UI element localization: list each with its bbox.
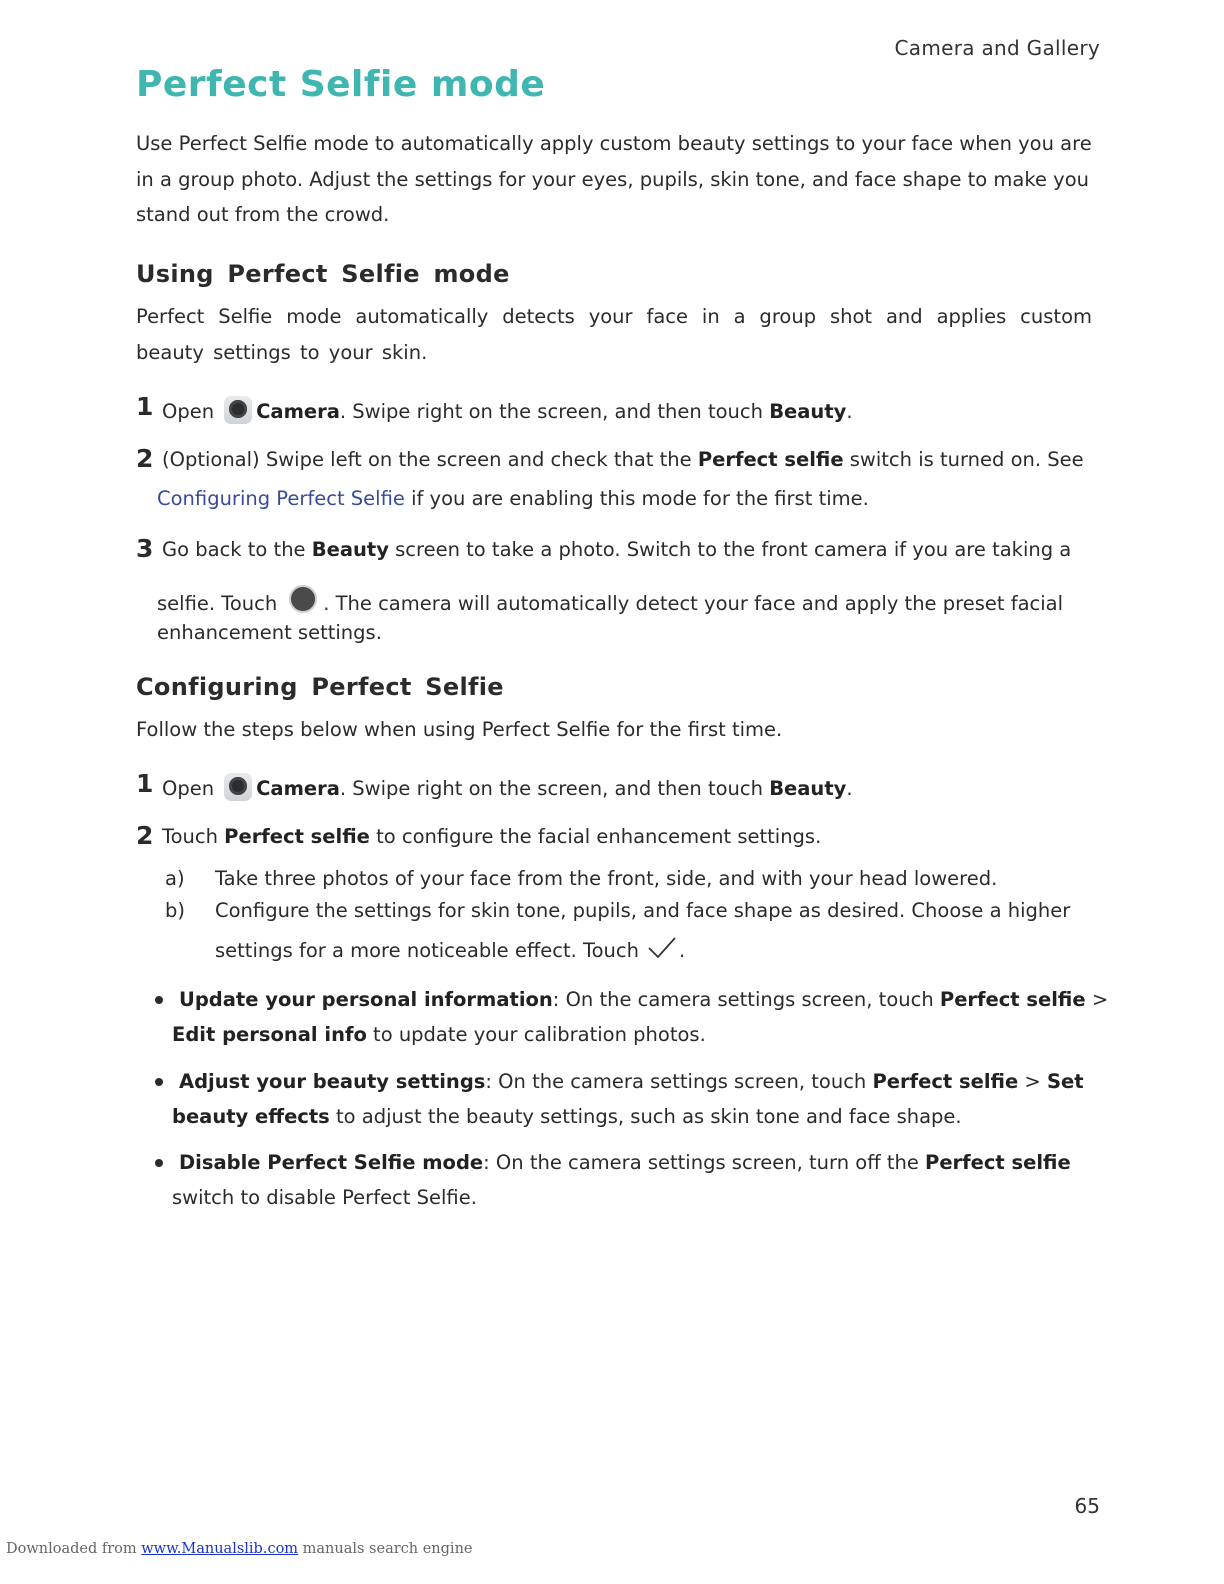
bullet-update-line-1 (179, 988, 1108, 1011)
configuring-perfect-selfie-link[interactable]: Configuring Perfect Selfie (157, 487, 405, 510)
bullet-disable-line-1 (179, 1151, 1071, 1174)
page-number: 65 (1074, 1494, 1100, 1518)
shutter-icon (289, 585, 317, 613)
bullet-title: Update your personal information (179, 988, 553, 1011)
step-number: 2 (136, 821, 154, 850)
step-number: 3 (136, 534, 154, 563)
perfect-selfie-label: Perfect selfie (925, 1151, 1071, 1174)
download-source (6, 1541, 473, 1557)
step-text-line-2 (157, 585, 1063, 615)
step-text-line-1 (162, 538, 1071, 561)
source-prefix: Downloaded from (6, 1541, 142, 1557)
camera-app-icon (224, 773, 252, 801)
bullet-dot (155, 1078, 163, 1086)
perfect-selfie-label: Perfect selfie (697, 448, 844, 471)
step-post-text: to configure the facial enhancement settings. (369, 825, 822, 848)
intro-paragraph: Use Perfect Selfie mode to automatically apply custom beauty settings to your face when you are in a group photo. Adjust the settings for your eyes, pupils, skin tone, and face shape to make you stand out from the crowd. (136, 132, 1092, 226)
check-icon (647, 935, 677, 961)
sub-item-touch-text: settings for a more noticeable effect. Touch (215, 939, 640, 962)
step-text-line-2 (157, 487, 869, 510)
set-label: Set (1046, 1070, 1084, 1093)
step-rest-text: . Swipe right on the screen, and then touch (339, 400, 770, 423)
step-pre-text: (Optional) Swipe left on the screen and check that the (162, 448, 698, 471)
step-pre-text: Touch (162, 825, 225, 848)
step-post-text: switch is turned on. See (843, 448, 1084, 471)
beauty-effects-label: beauty effects (172, 1105, 330, 1128)
camera-label: Camera (256, 400, 340, 423)
bullet-adjust-line-2 (172, 1105, 962, 1128)
perfect-selfie-label: Perfect selfie (939, 988, 1086, 1011)
camera-label: Camera (256, 777, 340, 800)
step-text-line-1 (162, 448, 1084, 471)
step-number: 1 (136, 769, 154, 798)
step-text (162, 825, 821, 848)
bullet-pre-text: : On the camera settings screen, turn off the (483, 1151, 926, 1174)
step-open-text: Open (162, 400, 215, 423)
bullet-dot (155, 996, 163, 1004)
step-number: 2 (136, 444, 154, 473)
step-end: . (846, 777, 853, 800)
bullet-title: Disable Perfect Selfie mode (179, 1151, 484, 1174)
source-suffix: manuals search engine (298, 1541, 473, 1557)
beauty-label: Beauty (311, 538, 389, 561)
step-post-text: screen to take a photo. Switch to the front camera if you are taking a (388, 538, 1072, 561)
bullet-update-line-2 (172, 1023, 706, 1046)
step-post-text-2: if you are enabling this mode for the first time. (404, 487, 869, 510)
camera-app-icon (224, 396, 252, 424)
step-text (162, 396, 853, 424)
sub-item-label-b: b) (165, 899, 185, 922)
sub-item-text-b: Configure the settings for skin tone, pupils, and face shape as desired. Choose a higher (215, 899, 1071, 922)
perfect-selfie-label: Perfect selfie (872, 1070, 1019, 1093)
bullet-disable-line-2: switch to disable Perfect Selfie. (172, 1186, 477, 1209)
bullet-pre-text: : On the camera settings screen, touch (485, 1070, 873, 1093)
breadcrumb-separator: > (1018, 1070, 1047, 1093)
section-heading-using: Using Perfect Selfie mode (136, 260, 510, 288)
beauty-label: Beauty (769, 400, 847, 423)
bullet-post-text: to update your calibration photos. (366, 1023, 706, 1046)
edit-personal-info-label: Edit personal info (172, 1023, 367, 1046)
step-text (162, 773, 853, 801)
step-number: 1 (136, 392, 154, 421)
beauty-label: Beauty (769, 777, 847, 800)
bullet-adjust-line-1 (179, 1070, 1084, 1093)
breadcrumb-separator: > (1085, 988, 1109, 1011)
bullet-post-text: to adjust the beauty settings, such as skin tone and face shape. (329, 1105, 962, 1128)
step-rest-text: . Swipe right on the screen, and then touch (339, 777, 770, 800)
bullet-title: Adjust your beauty settings (179, 1070, 486, 1093)
sub-item-label-a: a) (165, 867, 185, 890)
sub-item-end: . (679, 939, 686, 962)
using-description: Perfect Selfie mode automatically detects your face in a group shot and applies custom beauty settings to your skin. (136, 305, 1092, 364)
bullet-pre-text: : On the camera settings screen, touch (552, 988, 940, 1011)
page-title: Perfect Selfie mode (136, 64, 546, 105)
step-text-line-3: enhancement settings. (157, 621, 382, 644)
section-heading-configuring: Configuring Perfect Selfie (136, 673, 504, 701)
page-header: Camera and Gallery (894, 36, 1100, 60)
perfect-selfie-label: Perfect selfie (224, 825, 370, 848)
step-text-detect: . The camera will automatically detect your face and apply the preset facial (323, 592, 1064, 615)
step-text-selfie-touch: selfie. Touch (157, 592, 278, 615)
step-pre-text: Go back to the (162, 538, 312, 561)
manualslib-link[interactable]: www.Manualslib.com (141, 1541, 299, 1557)
bullet-dot (155, 1159, 163, 1167)
step-open-text: Open (162, 777, 215, 800)
config-description: Follow the steps below when using Perfect Selfie for the first time. (136, 718, 783, 741)
sub-item-text-a: Take three photos of your face from the front, side, and with your head lowered. (215, 867, 998, 890)
sub-item-text-b-line-2 (215, 935, 685, 962)
step-end: . (846, 400, 853, 423)
